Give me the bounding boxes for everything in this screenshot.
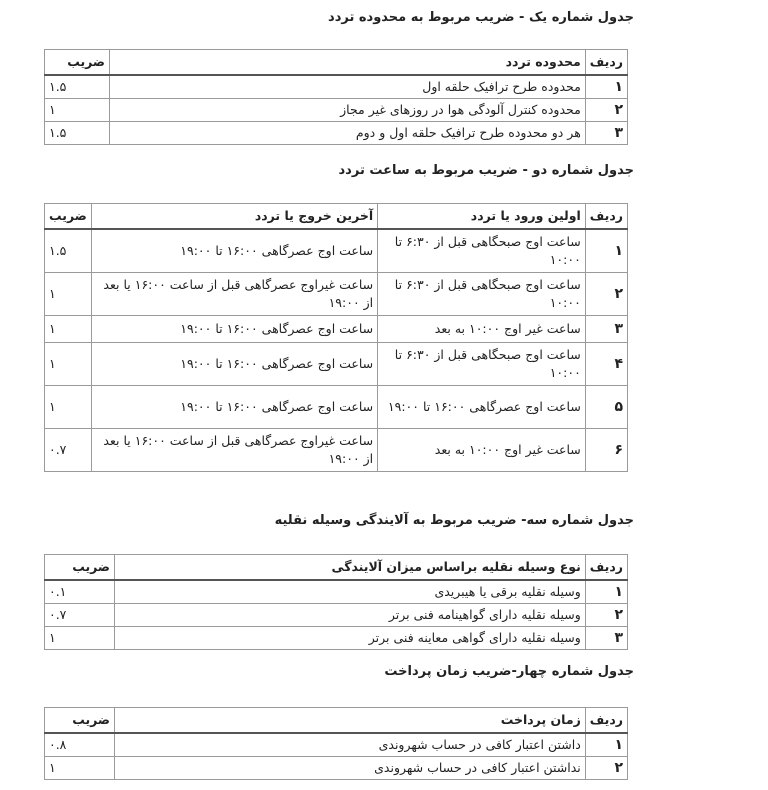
cell-last-exit: ساعت اوج عصرگاهی ۱۶:۰۰ تا ۱۹:۰۰ [91, 386, 377, 429]
table-row [45, 604, 628, 627]
row-number: ۲ [585, 604, 627, 627]
table-1 [44, 49, 628, 145]
cell-first-entry: ساعت اوج صبحگاهی قبل از ۶:۳۰ تا ۱۰:۰۰ [378, 229, 586, 273]
row-number: ۱ [585, 229, 627, 273]
cell-last-exit: ساعت اوج عصرگاهی ۱۶:۰۰ تا ۱۹:۰۰ [91, 229, 377, 273]
table-row [45, 627, 628, 650]
cell-last-exit: ساعت اوج عصرگاهی ۱۶:۰۰ تا ۱۹:۰۰ [91, 343, 377, 386]
cell-coefficient: ۰.۱ [45, 580, 115, 604]
row-number: ۴ [585, 343, 627, 386]
row-number: ۲ [585, 273, 627, 316]
cell-first-entry: ساعت اوج عصرگاهی ۱۶:۰۰ تا ۱۹:۰۰ [378, 386, 586, 429]
table-row [45, 580, 628, 604]
cell-coefficient: ۱ [45, 316, 92, 343]
table-row [45, 733, 628, 757]
cell-vehicle-type: وسیله نقلیه دارای گواهینامه فنی برتر [115, 604, 586, 627]
row-number: ۳ [585, 122, 627, 145]
column-header: نوع وسیله نقلیه براساس میزان آلایندگی [115, 555, 586, 581]
row-number: ۱ [585, 75, 627, 99]
cell-last-exit: ساعت اوج عصرگاهی ۱۶:۰۰ تا ۱۹:۰۰ [91, 316, 377, 343]
column-header: ضریب [45, 204, 92, 230]
cell-vehicle-type: وسیله نقلیه دارای گواهی معاینه فنی برتر [115, 627, 586, 650]
table-3 [44, 554, 628, 650]
table-row [45, 386, 628, 429]
table-2-title: جدول شماره دو - ضریب مربوط به ساعت تردد [338, 163, 634, 178]
cell-coefficient: ۰.۸ [45, 733, 115, 757]
cell-area: محدوده کنترل آلودگی هوا در روزهای غیر مجاز [110, 99, 586, 122]
column-header: ردیف [585, 555, 627, 581]
cell-first-entry: ساعت اوج صبحگاهی قبل از ۶:۳۰ تا ۱۰:۰۰ [378, 343, 586, 386]
column-header: ضریب [45, 708, 115, 734]
row-number: ۱ [585, 733, 627, 757]
cell-coefficient: ۱ [45, 273, 92, 316]
column-header: ردیف [585, 50, 627, 76]
table-2 [44, 203, 628, 472]
cell-coefficient: ۱ [45, 757, 115, 780]
row-number: ۲ [585, 99, 627, 122]
column-header: اولین ورود یا تردد [378, 204, 586, 230]
column-header: ردیف [585, 708, 627, 734]
table-header-row [45, 204, 628, 230]
column-header: محدوده تردد [110, 50, 586, 76]
cell-first-entry: ساعت غیر اوج ۱۰:۰۰ به بعد [378, 316, 586, 343]
table-4-title: جدول شماره چهار-ضریب زمان پرداخت [384, 664, 634, 679]
table-row [45, 316, 628, 343]
table-row [45, 343, 628, 386]
cell-coefficient: ۱.۵ [45, 122, 110, 145]
row-number: ۱ [585, 580, 627, 604]
cell-first-entry: ساعت اوج صبحگاهی قبل از ۶:۳۰ تا ۱۰:۰۰ [378, 273, 586, 316]
cell-first-entry: ساعت غیر اوج ۱۰:۰۰ به بعد [378, 429, 586, 472]
cell-coefficient: ۱ [45, 99, 110, 122]
column-header: آخرین خروج یا تردد [91, 204, 377, 230]
table-row [45, 122, 628, 145]
cell-coefficient: ۱ [45, 343, 92, 386]
cell-coefficient: ۱ [45, 627, 115, 650]
cell-area: محدوده طرح ترافیک حلقه اول [110, 75, 586, 99]
row-number: ۳ [585, 316, 627, 343]
table-3-title: جدول شماره سه- ضریب مربوط به آلایندگی وسیله نقلیه [274, 513, 634, 528]
table-1-title: جدول شماره یک - ضریب مربوط به محدوده تردد [328, 10, 634, 25]
cell-coefficient: ۱.۵ [45, 75, 110, 99]
column-header: ضریب [45, 555, 115, 581]
table-header-row [45, 50, 628, 76]
table-row [45, 229, 628, 273]
cell-payment-time: نداشتن اعتبار کافی در حساب شهروندی [115, 757, 586, 780]
column-header: ضریب [45, 50, 110, 76]
table-row [45, 99, 628, 122]
cell-coefficient: ۰.۷ [45, 604, 115, 627]
cell-coefficient: ۱ [45, 386, 92, 429]
table-row [45, 75, 628, 99]
cell-vehicle-type: وسیله نقلیه برقی یا هیبریدی [115, 580, 586, 604]
row-number: ۵ [585, 386, 627, 429]
table-header-row [45, 708, 628, 734]
row-number: ۲ [585, 757, 627, 780]
cell-area: هر دو محدوده طرح ترافیک حلقه اول و دوم [110, 122, 586, 145]
cell-last-exit: ساعت غیراوج عصرگاهی قبل از ساعت ۱۶:۰۰ یا بعد از ۱۹:۰۰ [91, 429, 377, 472]
table-row [45, 429, 628, 472]
cell-coefficient: ۰.۷ [45, 429, 92, 472]
cell-coefficient: ۱.۵ [45, 229, 92, 273]
table-4 [44, 707, 628, 780]
cell-last-exit: ساعت غیراوج عصرگاهی قبل از ساعت ۱۶:۰۰ یا بعد از ۱۹:۰۰ [91, 273, 377, 316]
row-number: ۶ [585, 429, 627, 472]
column-header: زمان پرداخت [115, 708, 586, 734]
table-header-row [45, 555, 628, 581]
cell-payment-time: داشتن اعتبار کافی در حساب شهروندی [115, 733, 586, 757]
table-row [45, 273, 628, 316]
row-number: ۳ [585, 627, 627, 650]
table-row [45, 757, 628, 780]
column-header: ردیف [585, 204, 627, 230]
